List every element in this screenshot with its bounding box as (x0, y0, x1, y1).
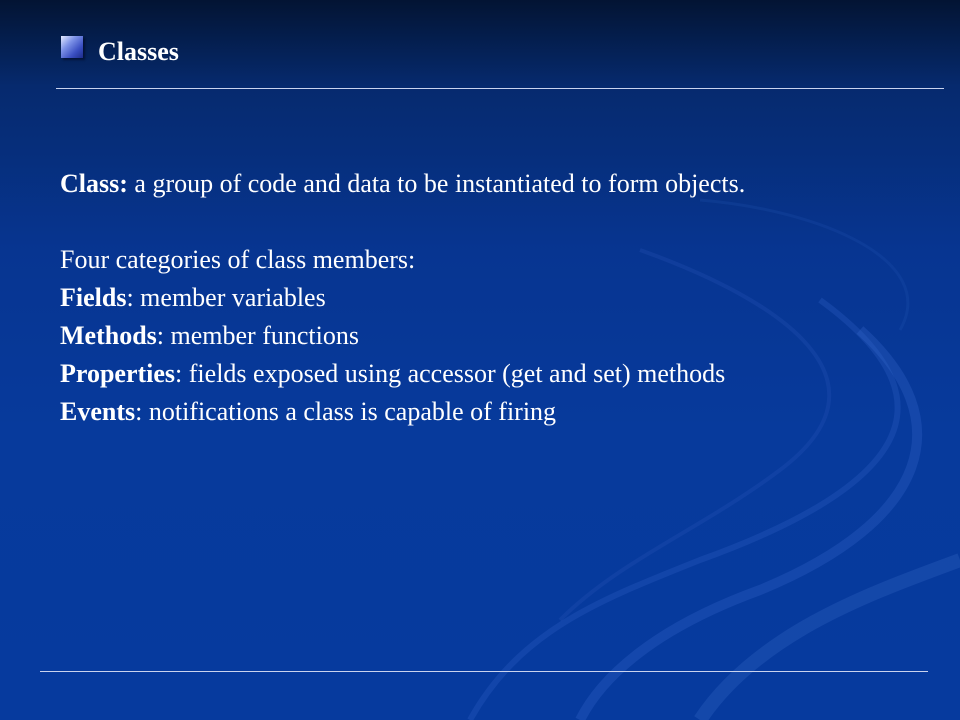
member-text: : notifications a class is capable of firing (135, 397, 557, 426)
member-text: : fields exposed using accessor (get and set) methods (175, 359, 726, 388)
title-bullet-icon (61, 36, 83, 58)
member-term: Methods (60, 321, 157, 350)
bottom-divider (40, 671, 928, 672)
members-intro: Four categories of class members: (60, 245, 416, 274)
member-properties (60, 355, 940, 393)
member-events (60, 393, 940, 431)
member-fields (60, 279, 940, 317)
member-text: : member variables (126, 283, 326, 312)
slide-title: Classes (98, 37, 179, 66)
class-definition (60, 165, 940, 203)
definition-term: Class: (60, 169, 128, 198)
top-divider (56, 88, 944, 89)
member-term: Properties (60, 359, 176, 388)
slide-body (60, 165, 940, 431)
member-methods (60, 317, 940, 355)
definition-text: a group of code and data to be instantiated to form objects. (127, 169, 746, 198)
member-term: Events (60, 397, 136, 426)
member-term: Fields (60, 283, 127, 312)
member-text: : member functions (156, 321, 359, 350)
